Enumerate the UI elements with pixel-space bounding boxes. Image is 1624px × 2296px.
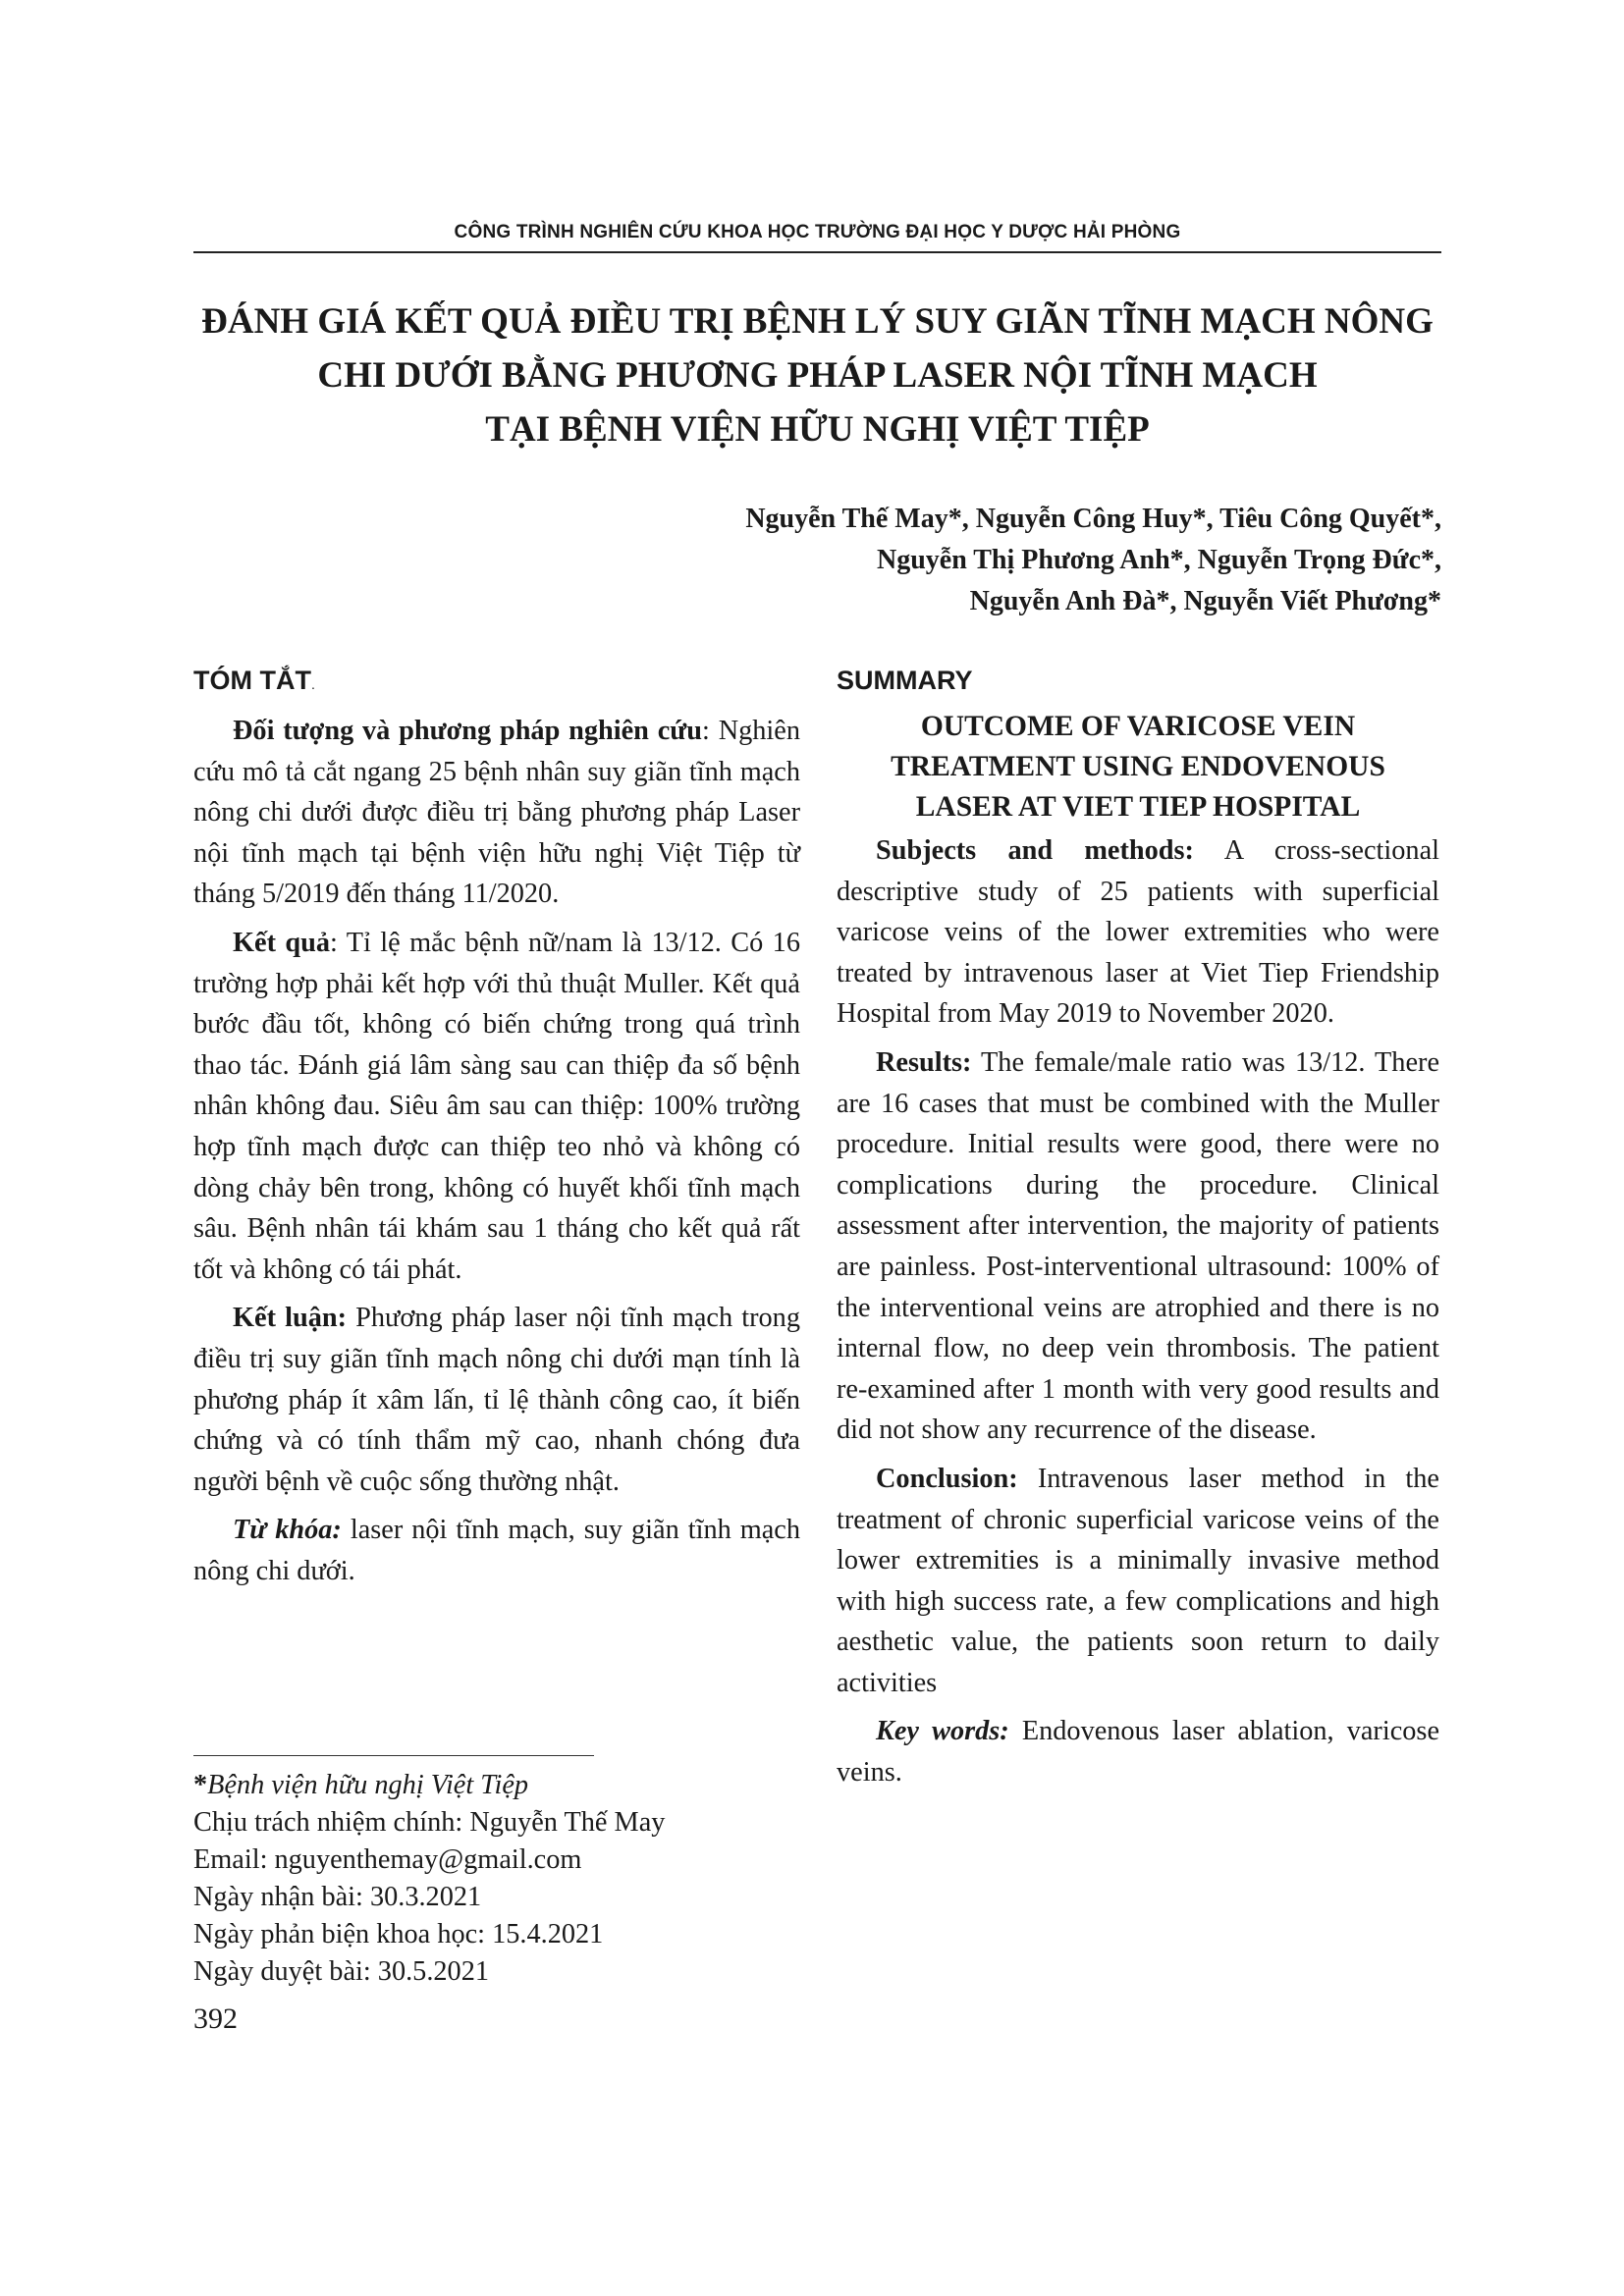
abstract-results [193,923,800,1290]
summary-results-text: The female/male ratio was 13/12. There are 16 cases that must be combined with the Muller procedure. Initial results were good, there were no complications during the procedure. Clinical assessment after intervention, the majority of patients are painless. Post-interventional ultrasound: 100% of the interventional veins are atrophied and there is no internal flow, no deep vein thrombosis. The patient re-examined after 1 month with very good results and did not show any recurrence of the disease. [837,1046,1439,1446]
english-summary [837,664,1439,1801]
vietnamese-abstract [193,664,800,1599]
title-line-1: ĐÁNH GIÁ KẾT QUẢ ĐIỀU TRỊ BỆNH LÝ SUY GIÃN TĨNH MẠCH NÔNG [201,301,1434,342]
journal-header: CÔNG TRÌNH NGHIÊN CỨU KHOA HỌC TRƯỜNG ĐẠI HỌC Y DƯỢC HẢI PHÒNG [454,222,1181,242]
summary-keywords-label: Key words: [876,1716,1009,1747]
summary-subjects-text: A cross-sectional descriptive study of 25 patients with superficial varicose veins of the lower extremities who were treated by intravenous laser at Viet Tiep Friendship Hospital from May 2019 to November 2020. [837,835,1439,1030]
summary-keywords [837,1711,1439,1792]
footnote-email: Email: nguyenthemay@gmail.com [193,1844,582,1875]
summary-results-label: Results: [876,1046,972,1078]
footnote-received: Ngày nhận bài: 30.3.2021 [193,1882,482,1912]
english-title [837,707,1439,828]
footnote-approved: Ngày duyệt bài: 30.5.2021 [193,1956,489,1987]
footnote-responsible: Chịu trách nhiệm chính: Nguyễn Thế May [193,1807,666,1838]
summary-subjects-label: Subjects and methods: [876,835,1194,866]
page-number: 392 [193,2002,238,2035]
authors-line-2: Nguyễn Thị Phương Anh*, Nguyễn Trọng Đức*, [876,545,1441,575]
header-rule [193,251,1441,253]
keywords-label: Từ khóa: [233,1515,342,1546]
summary-keywords-text: Endovenous laser ablation, varicose veins. [837,1716,1440,1789]
abstract-subjects [193,711,800,915]
summary-results [837,1042,1439,1451]
title-line-2: CHI DƯỚI BẰNG PHƯƠNG PHÁP LASER NỘI TĨNH MẠCH [317,355,1318,396]
conclusion-label: Kết luận: [233,1303,348,1334]
abstract-keywords [193,1510,800,1591]
english-title-line-1: OUTCOME OF VARICOSE VEIN [920,711,1356,742]
summary-conclusion-label: Conclusion: [876,1463,1018,1494]
subjects-text: : Nghiên cứu mô tả cắt ngang 25 bệnh nhân suy giãn tĩnh mạch nông chi dưới được điều trị bằng phương pháp Laser nội tĩnh mạch tại bệnh viện hữu nghị Việt Tiệp từ tháng 5/2019 đến tháng 11/2020. [193,716,800,910]
summary-subjects [837,830,1439,1035]
footnote-reviewed: Ngày phản biện khoa học: 15.4.2021 [193,1919,604,1949]
abstract-heading-dot: . [310,676,315,692]
paper-title [193,294,1441,456]
footnote-affiliation-line [193,1767,665,1804]
summary-conclusion [837,1459,1439,1704]
footnote-rule [193,1755,594,1756]
keywords-text: laser nội tĩnh mạch, suy giãn tĩnh mạch nông chi dưới. [193,1515,801,1586]
english-title-line-3: LASER AT VIET TIEP HOSPITAL [915,791,1361,823]
footnote [193,1767,665,1991]
results-label: Kết quả [233,927,331,958]
authors-line-3: Nguyễn Anh Đà*, Nguyễn Viết Phương* [969,586,1441,616]
title-line-3: TẠI BỆNH VIỆN HỮU NGHỊ VIỆT TIỆP [485,409,1150,450]
results-text: : Tỉ lệ mắc bệnh nữ/nam là 13/12. Có 16 trường hợp phải kết hợp với thủ thuật Muller. Kết quả bước đầu tốt, không có biến chứng trong quá trình thao tác. Đánh giá lâm sàng sau can thiệp đa số bệnh nhân không đau. Siêu âm sau can thiệp: 100% trường hợp tĩnh mạch được can thiệp teo nhỏ và không có dòng chảy bên trong, không có huyết khối tĩnh mạch sâu. Bệnh nhân tái khám sau 1 tháng cho kết quả rất tốt và không có tái phát. [193,927,800,1285]
conclusion-text: Phương pháp laser nội tĩnh mạch trong điều trị suy giãn tĩnh mạch nông chi dưới mạn tính là phương pháp ít xâm lấn, tỉ lệ thành công cao, ít biến chứng và có tính thẩm mỹ cao, nhanh chóng đưa người bệnh về cuộc sống thường nhật. [193,1303,800,1497]
english-title-line-2: TREATMENT USING ENDOVENOUS [891,751,1385,782]
footnote-affiliation: Bệnh viện hữu nghị Việt Tiệp [207,1770,529,1800]
abstract-conclusion [193,1298,800,1502]
summary-conclusion-text: Intravenous laser method in the treatment of chronic superficial varicose veins of the lower extremities is a minimally invasive method with high success rate, a few complications and high aesthetic value, the patients soon return to daily activities [837,1463,1439,1698]
authors-line-1: Nguyễn Thế May*, Nguyễn Công Huy*, Tiêu Công Quyết*, [745,504,1441,534]
summary-heading: SUMMARY [837,666,973,695]
abstract-heading-text: TÓM TẮT [193,666,311,695]
abstract-heading [193,664,800,701]
authors [745,499,1441,622]
subjects-label: Đối tượng và phương pháp nghiên cứu [233,716,703,746]
footnote-star: * [193,1770,208,1800]
